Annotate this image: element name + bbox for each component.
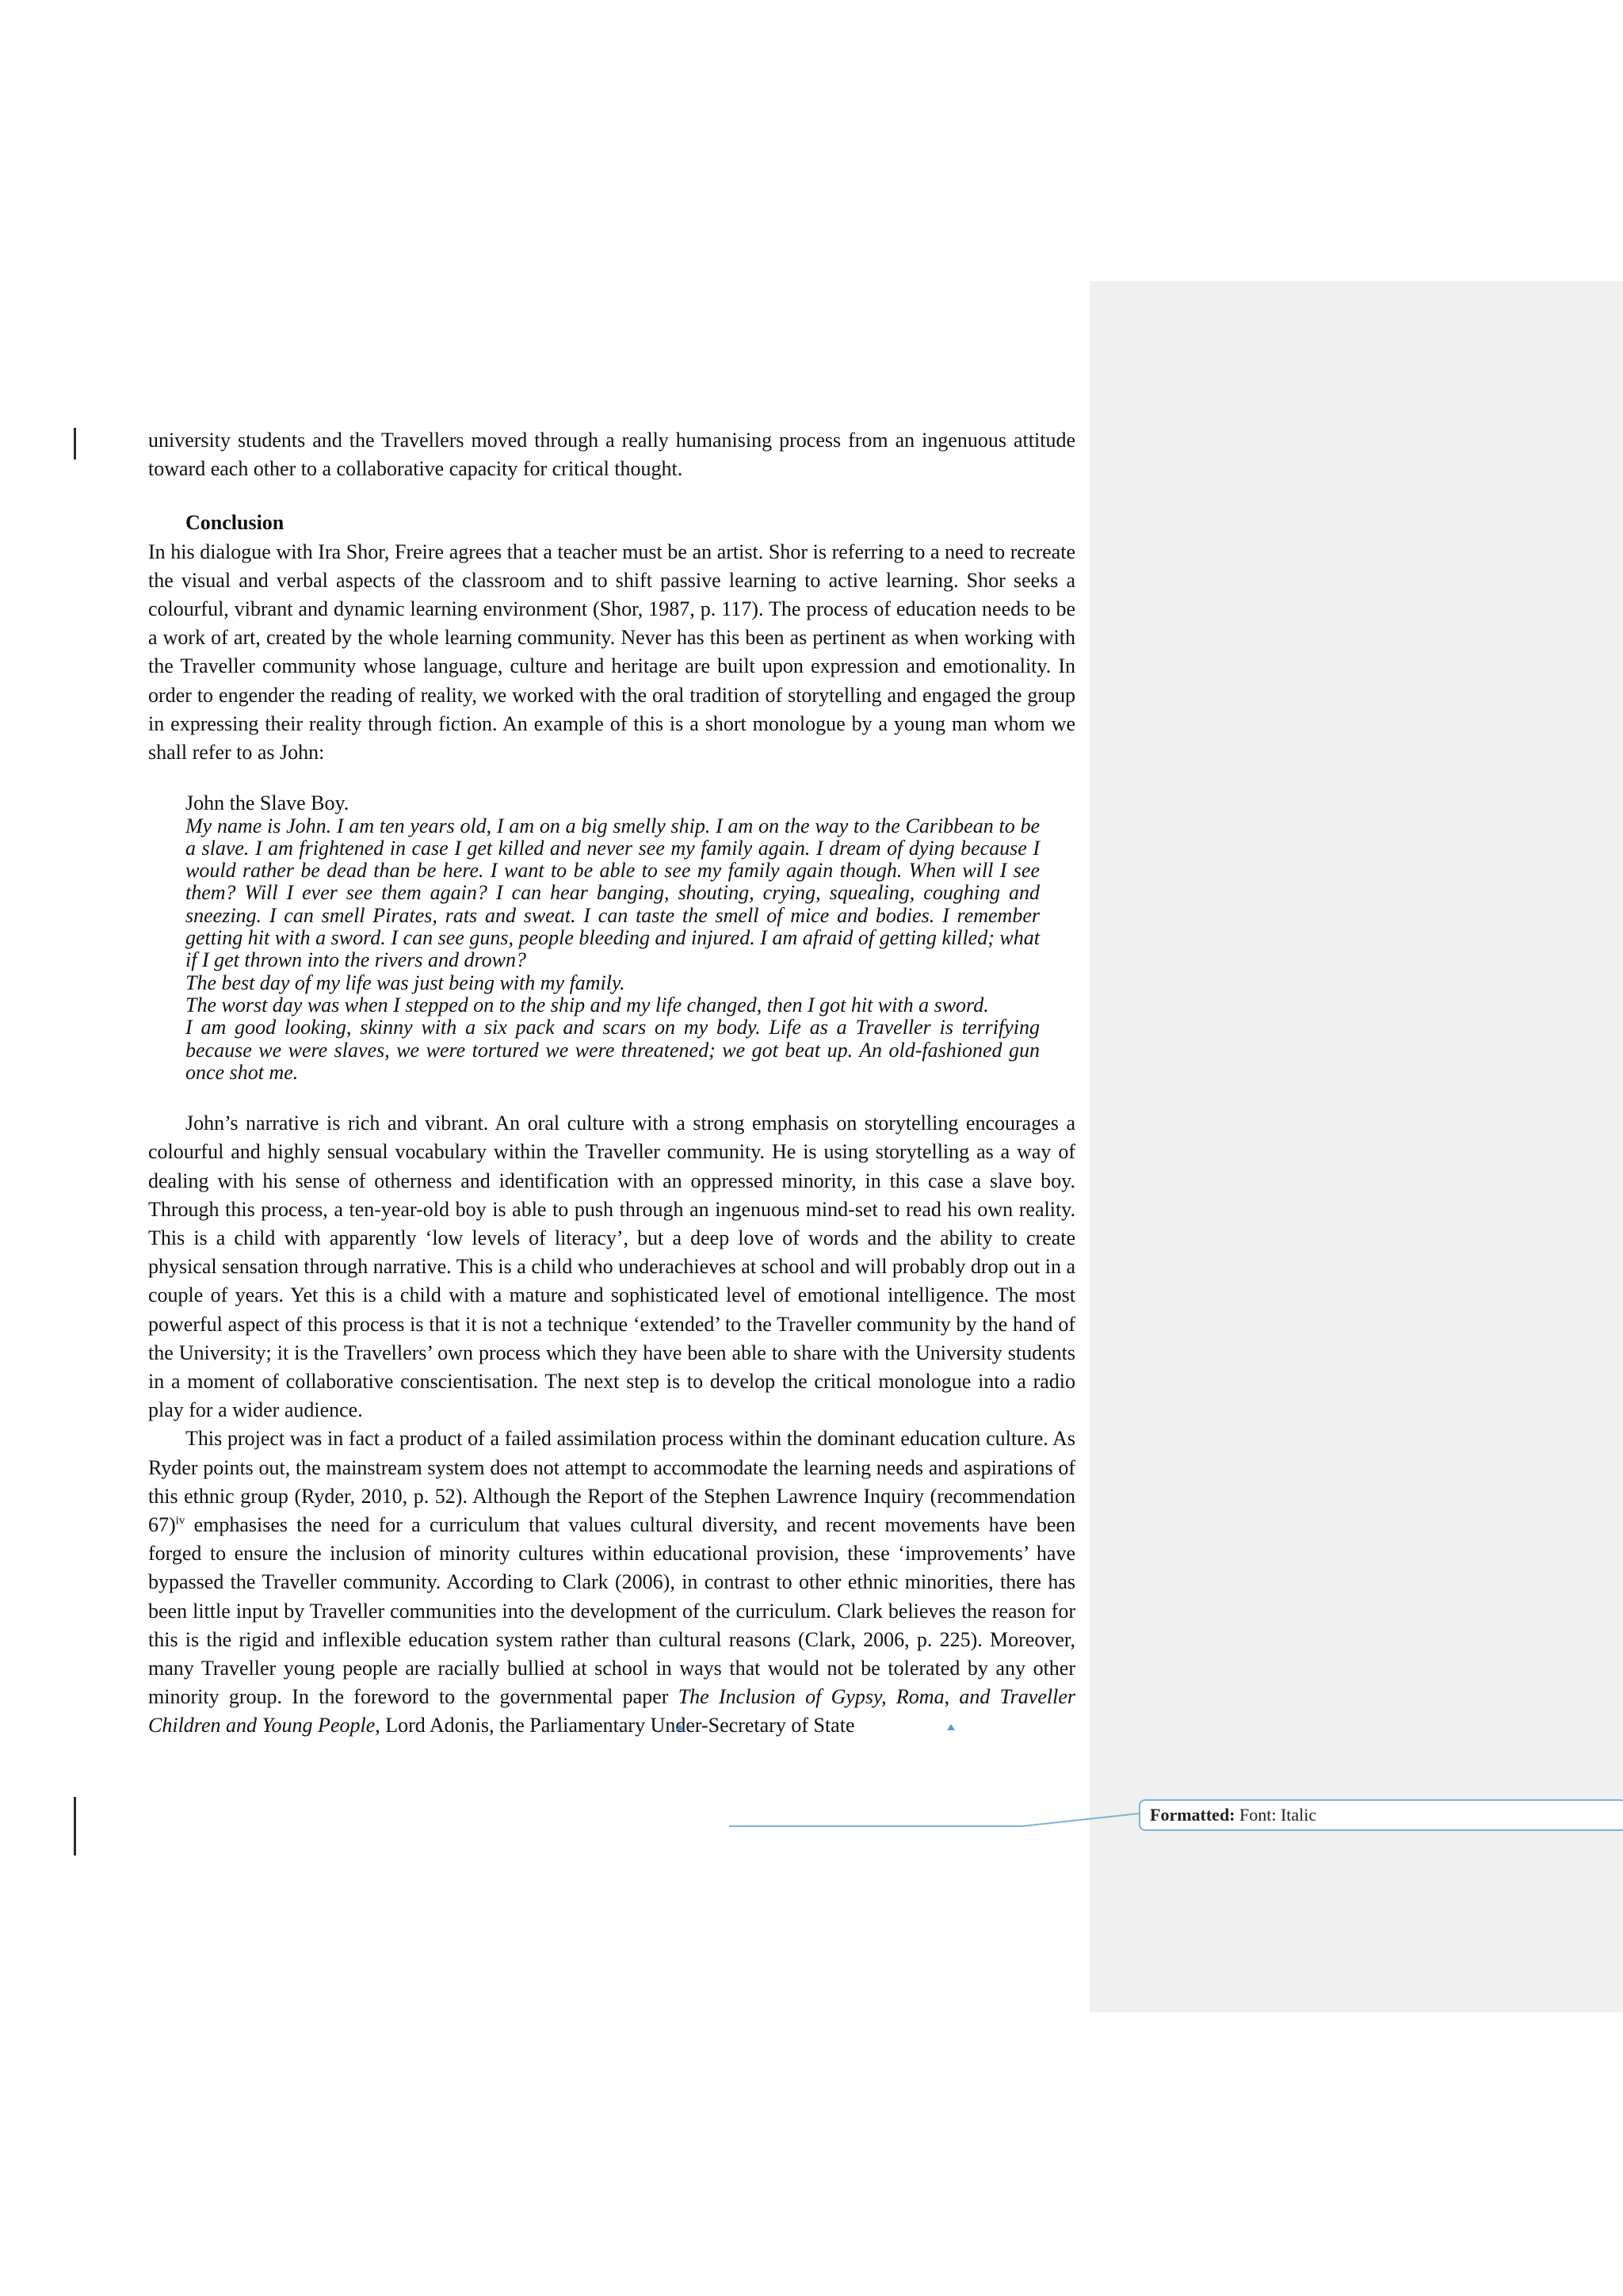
quote-line: My name is John. I am ten years old, I am on a big smelly ship. I am on the way to the Caribbean to be a slave. I am frightened in case I get killed and never see my family again. I dream of dying because I would rather be dead than be here. I want to be able to see my family again though. When will I see them? Will I ever see them again? I can hear banging, shouting, crying, squealing, coughing and sneezing. I can smell Pirates, rats and sweat. I can taste the smell of mice and bodies. I remember getting hit with a sword. I can see guns, people bleeding and injured. I am afraid of getting killed; what if I get thrown into the rivers and drown? — [185, 814, 1040, 972]
comment-label: Formatted: — [1150, 1805, 1235, 1825]
paragraph-1: In his dialogue with Ira Shor, Freire agrees that a teacher must be an artist. Shor is referring to a need to recreate the visual and verbal aspects of the classroom and to shift passive learning to active learning. Shor seeks a colourful, vibrant and dynamic learning environment (Shor, 1987, p. 117). The process of education needs to be a work of art, created by the whole learning community. Never has this been as pertinent as when working with the Traveller community whose language, culture and heritage are built upon expression and emotionality. In order to engender the reading of reality, we worked with the oral tradition of storytelling and engaged the group in expressing their reality through fiction. An example of this is a short monologue by a young man whom we shall refer to as John: — [148, 540, 1075, 765]
paragraph-2: John’s narrative is rich and vibrant. An oral culture with a strong emphasis on storytelling encourages a colourful and highly sensual vocabulary within the Traveller community. He is using storytelling as a way of dealing with his sense of otherness and identification with an oppressed minority, in this case a slave boy. Through this process, a ten-year-old boy is able to push through an ingenuous mind-set to read his own reality. This is a child with apparently ‘low levels of literacy’, but a deep love of words and the ability to create physical sensation through narrative. This is a child who underachieves at school and will probably drop out in a couple of years. Yet this is a child with a mature and sophisticated level of emotional intelligence. The most powerful aspect of this process is that it is not a technique ‘extended’ to the Traveller community by the hand of the University; it is the Travellers’ own process which they have been able to share with the University students in a moment of collaborative conscientisation. The next step is to develop the critical monologue into a radio play for a wider audience. — [148, 1112, 1075, 1422]
quote-line: I am good looking, skinny with a six pack and scars on my body. Life as a Traveller is terrifying because we were slaves, we were tortured we were threatened; we got beat up. An old-fashioned gun once shot me. — [185, 1016, 1040, 1084]
paragraph-3-text-b: emphasises the need for a curriculum that values cultural diversity, and recent movements have been forged to ensure the inclusion of minority cultures within educational provision, these ‘improvements’ have bypassed the Traveller community. According to Clark (2006), in contrast to other ethnic minorities, there has been little input by Traveller communities into the development of the curriculum. Clark believes the reason for this is the rigid and inflexible education system rather than cultural reasons (Clark, 2006, p. 225). Moreover, many Traveller young people are racially bullied at school in ways that would not be tolerated by any other minority group. In the foreword to the governmental paper — [148, 1512, 1075, 1709]
section-heading: Conclusion — [185, 511, 285, 535]
paper-title-italic: The Inclusion of Gypsy, Roma — [678, 1685, 945, 1709]
comment-value: Font: Italic — [1235, 1805, 1317, 1825]
continuation-paragraph: university students and the Travellers moved through a really humanising process from an ingenuous attitude toward each other to a collaborative capacity for critical thought. — [148, 429, 1075, 481]
quote-line: The best day of my life was just being with my family. — [185, 971, 625, 994]
paragraph-3-text-a: This project was in fact a product of a failed assimilation process within the dominant education culture. As Ryder points out, the mainstream system does not attempt to accommodate the learning needs and aspirations of this ethnic group (Ryder, 2010, p. 52). Although the Report of the Stephen Lawrence Inquiry (recommendation 67) — [148, 1427, 1075, 1536]
formatting-comment-balloon[interactable] — [1139, 1799, 1623, 1831]
paper-title-italic-2: and Traveller Children and Young People — [148, 1685, 1075, 1737]
quote-line: The worst day was when I stepped on to the ship and my life changed, then I got hit with a sword. — [185, 993, 989, 1016]
paper-title-comma: , — [944, 1685, 950, 1709]
paragraph-3-text-c: , Lord Adonis, the Parliamentary Under-Secretary of State — [375, 1714, 855, 1737]
endnote-ref[interactable]: iv — [175, 1514, 185, 1527]
quote-title: John the Slave Boy. — [185, 791, 349, 815]
